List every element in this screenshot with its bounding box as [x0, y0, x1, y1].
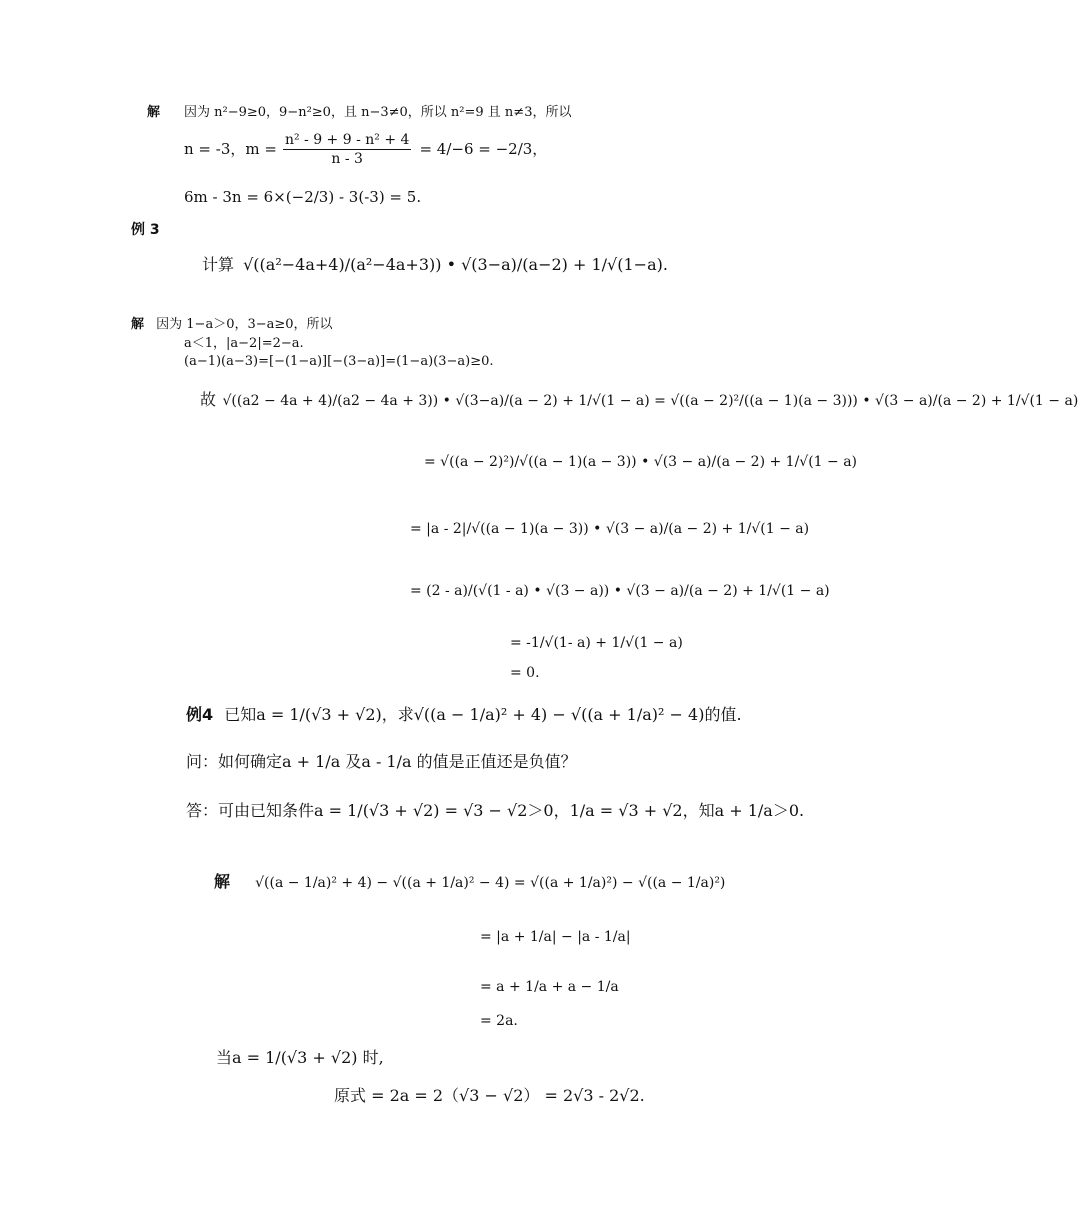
- ex3-step2: = √((a − 2)²)/√((a − 1)(a − 3)) • √(3 − a)/(a − 2) + 1/√(1 − a): [424, 454, 858, 470]
- ex3-step6: = 0.: [510, 665, 540, 681]
- ex3-step4: = (2 - a)/(√(1 - a) • √(3 − a)) • √(3 − a)/(a − 2) + 1/√(1 − a): [410, 583, 830, 599]
- ex3-step1: 故 √((a2 − 4a + 4)/(a2 − 4a + 3)) • √(3−a)/(a − 2) + 1/√(1 − a) = √((a − 2)²/((a − 1)(a − 3))) • √(3 − a)/(a − 2) + 1/√(1 − a): [200, 390, 1078, 409]
- ex3-solution-line1: 解 因为 1−a＞0，3−a≥0，所以: [131, 317, 333, 332]
- ex4-step3: = a + 1/a + a − 1/a: [480, 979, 619, 995]
- ex4-step2: = |a + 1/a| − |a - 1/a|: [480, 929, 631, 945]
- ex4-final: 原式 = 2a = 2（√3 − √2） = 2√3 - 2√2.: [334, 1086, 645, 1105]
- ex4-question: 问：如何确定a + 1/a 及a - 1/a 的值是正值还是负值？: [186, 752, 577, 771]
- ex4-step4: = 2a.: [480, 1013, 518, 1029]
- ex4-solution-line1: 解 √((a − 1/a)² + 4) − √((a + 1/a)² − 4) = √((a + 1/a)²) − √((a − 1/a)²): [214, 872, 726, 891]
- ex3-step3: = |a - 2|/√((a − 1)(a − 3)) • √(3 − a)/(a − 2) + 1/√(1 − a): [410, 521, 810, 537]
- solution-label: 解: [147, 105, 161, 120]
- ex3-step5: = -1/√(1- a) + 1/√(1 − a): [510, 635, 683, 651]
- m-numerator: n² - 9 + 9 - n² + 4: [284, 131, 410, 148]
- ex2-line2: n = -3，m = $\frac{\text{n² - 9 + 9 - n² + 4}}{n - 3}$ = 4/−6 = −2/3，: [184, 131, 548, 167]
- ex3-line2: a＜1，|a−2|=2−a.: [184, 336, 304, 351]
- ex2-line1: 因为 n²−9≥0，9−n²≥0，且 n−3≠0，所以 n²=9 且 n≠3，所以: [184, 105, 572, 120]
- ex3-task: 计算 √((a²−4a+4)/(a²−4a+3)) • √(3−a)/(a−2) + 1/√(1−a).: [202, 255, 668, 274]
- ex2-line3: 6m - 3n = 6×(−2/3) - 3(-3) = 5.: [184, 188, 422, 206]
- ex3-line3: (a−1)(a−3)=[−(1−a)][−(3−a)]=(1−a)(3−a)≥0.: [184, 354, 494, 369]
- m-denominator: n - 3: [331, 150, 363, 167]
- ex4-answer: 答：可由已知条件a = 1/(√3 + √2) = √3 − √2＞0，1/a = √3 + √2，知a + 1/a＞0.: [186, 801, 805, 820]
- example3-label: 例 3: [131, 222, 160, 238]
- example4-line: 例4 已知a = 1/(√3 + √2)，求√((a − 1/a)² + 4) − √((a + 1/a)² − 4)的值.: [186, 705, 742, 724]
- example4-label: 例4: [186, 705, 214, 724]
- ex4-when: 当a = 1/(√3 + √2) 时,: [216, 1048, 384, 1067]
